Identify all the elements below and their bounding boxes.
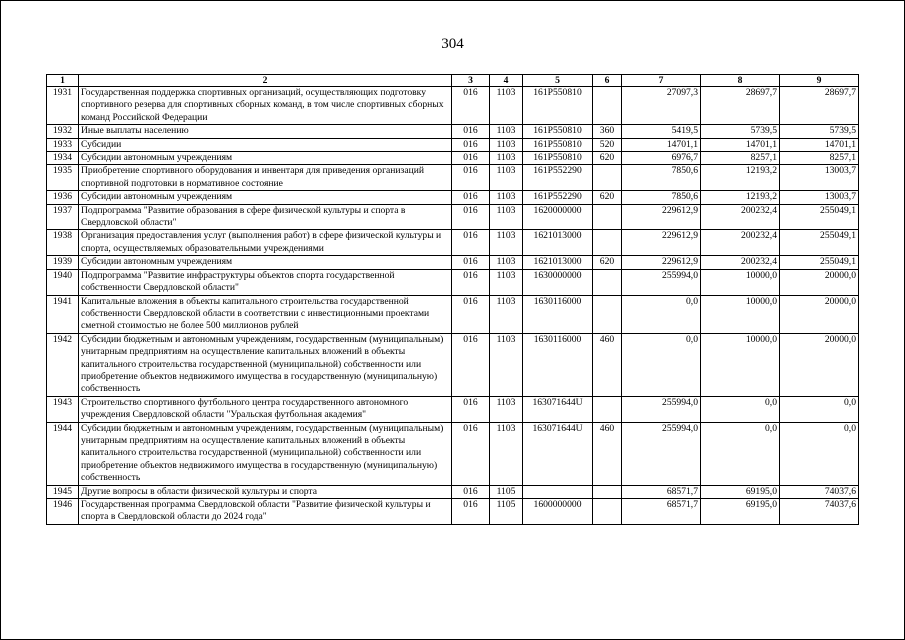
table-row: [47, 87, 859, 125]
item-name-cell: Другие вопросы в области физической культуры и спорта: [79, 485, 452, 498]
expense-type-cell: [593, 295, 622, 333]
amount-col9-cell: 0,0: [780, 396, 859, 422]
ministry-code-cell: 016: [452, 295, 490, 333]
section-code-cell: 1105: [490, 485, 523, 498]
column-header: 4: [490, 75, 523, 87]
target-article-cell: 161P550810: [523, 87, 593, 125]
expense-type-cell: [593, 87, 622, 125]
column-header: 2: [79, 75, 452, 87]
row-number-cell: 1931: [47, 87, 79, 125]
amount-col7-cell: 5419,5: [622, 125, 701, 138]
column-header: 5: [523, 75, 593, 87]
expense-type-cell: 620: [593, 152, 622, 165]
amount-col9-cell: 255049,1: [780, 204, 859, 230]
section-code-cell: 1103: [490, 422, 523, 485]
row-number-cell: 1935: [47, 165, 79, 191]
row-number-cell: 1940: [47, 269, 79, 295]
row-number-cell: 1937: [47, 204, 79, 230]
item-name-cell: Приобретение спортивного оборудования и инвентаря для приведения организаций спортивной подготовки в нормативное состояние: [79, 165, 452, 191]
row-number-cell: 1942: [47, 333, 79, 396]
ministry-code-cell: 016: [452, 396, 490, 422]
amount-col7-cell: 7850,6: [622, 165, 701, 191]
target-article-cell: 1630000000: [523, 269, 593, 295]
amount-col8-cell: 5739,5: [701, 125, 780, 138]
amount-col8-cell: 200232,4: [701, 256, 780, 269]
item-name-cell: Субсидии автономным учреждениям: [79, 256, 452, 269]
table-row: [47, 256, 859, 269]
amount-col8-cell: 8257,1: [701, 152, 780, 165]
amount-col8-cell: 69195,0: [701, 499, 780, 525]
amount-col8-cell: 69195,0: [701, 485, 780, 498]
table-row: [47, 165, 859, 191]
item-name-cell: Капитальные вложения в объекты капитального строительства государственной собственности Свердловской области в соответствии с инвестиционными проектами сметной стоимостью не более 500 миллионов рублей: [79, 295, 452, 333]
ministry-code-cell: 016: [452, 333, 490, 396]
table-row: [47, 191, 859, 204]
section-code-cell: 1103: [490, 204, 523, 230]
row-number-cell: 1946: [47, 499, 79, 525]
target-article-cell: 161P550810: [523, 125, 593, 138]
amount-col8-cell: 14701,1: [701, 138, 780, 151]
ministry-code-cell: 016: [452, 125, 490, 138]
item-name-cell: Субсидии бюджетным и автономным учреждениям, государственным (муниципальным) унитарным предприятиям на осуществление капитальных вложений в объекты капитального строительства государственной (муниципальной) собственности или приобретение объектов недвижимого имущества в государственную (муниципальную) собственность: [79, 422, 452, 485]
amount-col7-cell: 7850,6: [622, 191, 701, 204]
expense-type-cell: 620: [593, 256, 622, 269]
row-number-cell: 1944: [47, 422, 79, 485]
table-row: [47, 125, 859, 138]
amount-col9-cell: 255049,1: [780, 230, 859, 256]
amount-col9-cell: 13003,7: [780, 191, 859, 204]
section-code-cell: 1103: [490, 125, 523, 138]
amount-col7-cell: 229612,9: [622, 256, 701, 269]
section-code-cell: 1103: [490, 396, 523, 422]
ministry-code-cell: 016: [452, 191, 490, 204]
column-header: 8: [701, 75, 780, 87]
section-code-cell: 1103: [490, 165, 523, 191]
amount-col8-cell: 10000,0: [701, 269, 780, 295]
item-name-cell: Подпрограмма "Развитие инфраструктуры объектов спорта государственной собственности Свердловской области": [79, 269, 452, 295]
target-article-cell: 163071644U: [523, 396, 593, 422]
amount-col9-cell: 8257,1: [780, 152, 859, 165]
amount-col8-cell: 0,0: [701, 396, 780, 422]
row-number-cell: 1943: [47, 396, 79, 422]
item-name-cell: Субсидии: [79, 138, 452, 151]
amount-col7-cell: 6976,7: [622, 152, 701, 165]
table-row: [47, 152, 859, 165]
target-article-cell: 1621013000: [523, 230, 593, 256]
item-name-cell: Субсидии бюджетным и автономным учреждениям, государственным (муниципальным) унитарным предприятиям на осуществление капитальных вложений в объекты капитального строительства государственной (муниципальной) собственности или приобретение объектов недвижимого имущества в государственную (муниципальную) собственность: [79, 333, 452, 396]
expense-type-cell: [593, 269, 622, 295]
item-name-cell: Иные выплаты населению: [79, 125, 452, 138]
target-article-cell: 1600000000: [523, 499, 593, 525]
table-row: [47, 138, 859, 151]
column-header: 3: [452, 75, 490, 87]
amount-col9-cell: 0,0: [780, 422, 859, 485]
row-number-cell: 1934: [47, 152, 79, 165]
item-name-cell: Государственная программа Свердловской области "Развитие физической культуры и спорта в Свердловской области до 2024 года": [79, 499, 452, 525]
target-article-cell: 161P552290: [523, 165, 593, 191]
section-code-cell: 1103: [490, 87, 523, 125]
amount-col8-cell: 10000,0: [701, 333, 780, 396]
target-article-cell: 161P550810: [523, 138, 593, 151]
table-row: [47, 269, 859, 295]
amount-col9-cell: 20000,0: [780, 295, 859, 333]
ministry-code-cell: 016: [452, 230, 490, 256]
table-row: [47, 230, 859, 256]
target-article-cell: 161P550810: [523, 152, 593, 165]
ministry-code-cell: 016: [452, 204, 490, 230]
amount-col7-cell: 14701,1: [622, 138, 701, 151]
item-name-cell: Организация предоставления услуг (выполнения работ) в сфере физической культуры и спорта, осуществляемых образовательными учреждениями: [79, 230, 452, 256]
target-article-cell: 1620000000: [523, 204, 593, 230]
row-number-cell: 1936: [47, 191, 79, 204]
column-header: 6: [593, 75, 622, 87]
ministry-code-cell: 016: [452, 138, 490, 151]
item-name-cell: Субсидии автономным учреждениям: [79, 152, 452, 165]
target-article-cell: [523, 485, 593, 498]
amount-col7-cell: 68571,7: [622, 499, 701, 525]
amount-col8-cell: 28697,7: [701, 87, 780, 125]
expense-type-cell: [593, 230, 622, 256]
column-header: 7: [622, 75, 701, 87]
ministry-code-cell: 016: [452, 499, 490, 525]
expense-type-cell: 460: [593, 333, 622, 396]
amount-col7-cell: 68571,7: [622, 485, 701, 498]
row-number-cell: 1945: [47, 485, 79, 498]
amount-col8-cell: 12193,2: [701, 165, 780, 191]
table-header-row: [47, 75, 859, 87]
amount-col7-cell: 27097,3: [622, 87, 701, 125]
section-code-cell: 1103: [490, 269, 523, 295]
row-number-cell: 1941: [47, 295, 79, 333]
table-body: [47, 87, 859, 525]
section-code-cell: 1103: [490, 256, 523, 269]
section-code-cell: 1103: [490, 191, 523, 204]
expense-type-cell: [593, 165, 622, 191]
row-number-cell: 1938: [47, 230, 79, 256]
amount-col9-cell: 13003,7: [780, 165, 859, 191]
section-code-cell: 1103: [490, 152, 523, 165]
item-name-cell: Строительство спортивного футбольного центра государственного автономного учреждения Свердловской области "Уральская футбольная академия": [79, 396, 452, 422]
expense-type-cell: [593, 499, 622, 525]
target-article-cell: 1630116000: [523, 295, 593, 333]
amount-col7-cell: 255994,0: [622, 269, 701, 295]
amount-col9-cell: 14701,1: [780, 138, 859, 151]
item-name-cell: Субсидии автономным учреждениям: [79, 191, 452, 204]
page-number: 304: [441, 36, 464, 52]
target-article-cell: 161P552290: [523, 191, 593, 204]
amount-col9-cell: 74037,6: [780, 499, 859, 525]
expense-type-cell: [593, 396, 622, 422]
amount-col9-cell: 255049,1: [780, 256, 859, 269]
amount-col9-cell: 20000,0: [780, 333, 859, 396]
expense-type-cell: 520: [593, 138, 622, 151]
amount-col7-cell: 255994,0: [622, 422, 701, 485]
row-number-cell: 1939: [47, 256, 79, 269]
ministry-code-cell: 016: [452, 269, 490, 295]
table-row: [47, 396, 859, 422]
column-header: 1: [47, 75, 79, 87]
amount-col9-cell: 28697,7: [780, 87, 859, 125]
ministry-code-cell: 016: [452, 485, 490, 498]
row-number-cell: 1933: [47, 138, 79, 151]
table-row: [47, 295, 859, 333]
amount-col8-cell: 200232,4: [701, 204, 780, 230]
table-row: [47, 485, 859, 498]
item-name-cell: Государственная поддержка спортивных организаций, осуществляющих подготовку спортивного резерва для спортивных сборных команд, в том числе спортивных сборных команд Российской Федерации: [79, 87, 452, 125]
row-number-cell: 1932: [47, 125, 79, 138]
section-code-cell: 1103: [490, 138, 523, 151]
expense-type-cell: [593, 485, 622, 498]
expense-type-cell: 620: [593, 191, 622, 204]
expense-type-cell: [593, 204, 622, 230]
ministry-code-cell: 016: [452, 87, 490, 125]
ministry-code-cell: 016: [452, 152, 490, 165]
amount-col9-cell: 5739,5: [780, 125, 859, 138]
amount-col9-cell: 74037,6: [780, 485, 859, 498]
ministry-code-cell: 016: [452, 422, 490, 485]
expense-type-cell: 360: [593, 125, 622, 138]
target-article-cell: 1621013000: [523, 256, 593, 269]
amount-col9-cell: 20000,0: [780, 269, 859, 295]
amount-col7-cell: 229612,9: [622, 204, 701, 230]
column-header: 9: [780, 75, 859, 87]
amount-col8-cell: 12193,2: [701, 191, 780, 204]
section-code-cell: 1103: [490, 333, 523, 396]
section-code-cell: 1103: [490, 230, 523, 256]
item-name-cell: Подпрограмма "Развитие образования в сфере физической культуры и спорта в Свердловской области": [79, 204, 452, 230]
amount-col8-cell: 0,0: [701, 422, 780, 485]
target-article-cell: 163071644U: [523, 422, 593, 485]
table-row: [47, 204, 859, 230]
target-article-cell: 1630116000: [523, 333, 593, 396]
amount-col8-cell: 10000,0: [701, 295, 780, 333]
ministry-code-cell: 016: [452, 165, 490, 191]
expense-type-cell: 460: [593, 422, 622, 485]
section-code-cell: 1105: [490, 499, 523, 525]
amount-col8-cell: 200232,4: [701, 230, 780, 256]
table-row: [47, 499, 859, 525]
ministry-code-cell: 016: [452, 256, 490, 269]
amount-col7-cell: 0,0: [622, 333, 701, 396]
budget-table: [46, 74, 859, 525]
table-row: [47, 422, 859, 485]
amount-col7-cell: 0,0: [622, 295, 701, 333]
section-code-cell: 1103: [490, 295, 523, 333]
amount-col7-cell: 255994,0: [622, 396, 701, 422]
table-row: [47, 333, 859, 396]
amount-col7-cell: 229612,9: [622, 230, 701, 256]
